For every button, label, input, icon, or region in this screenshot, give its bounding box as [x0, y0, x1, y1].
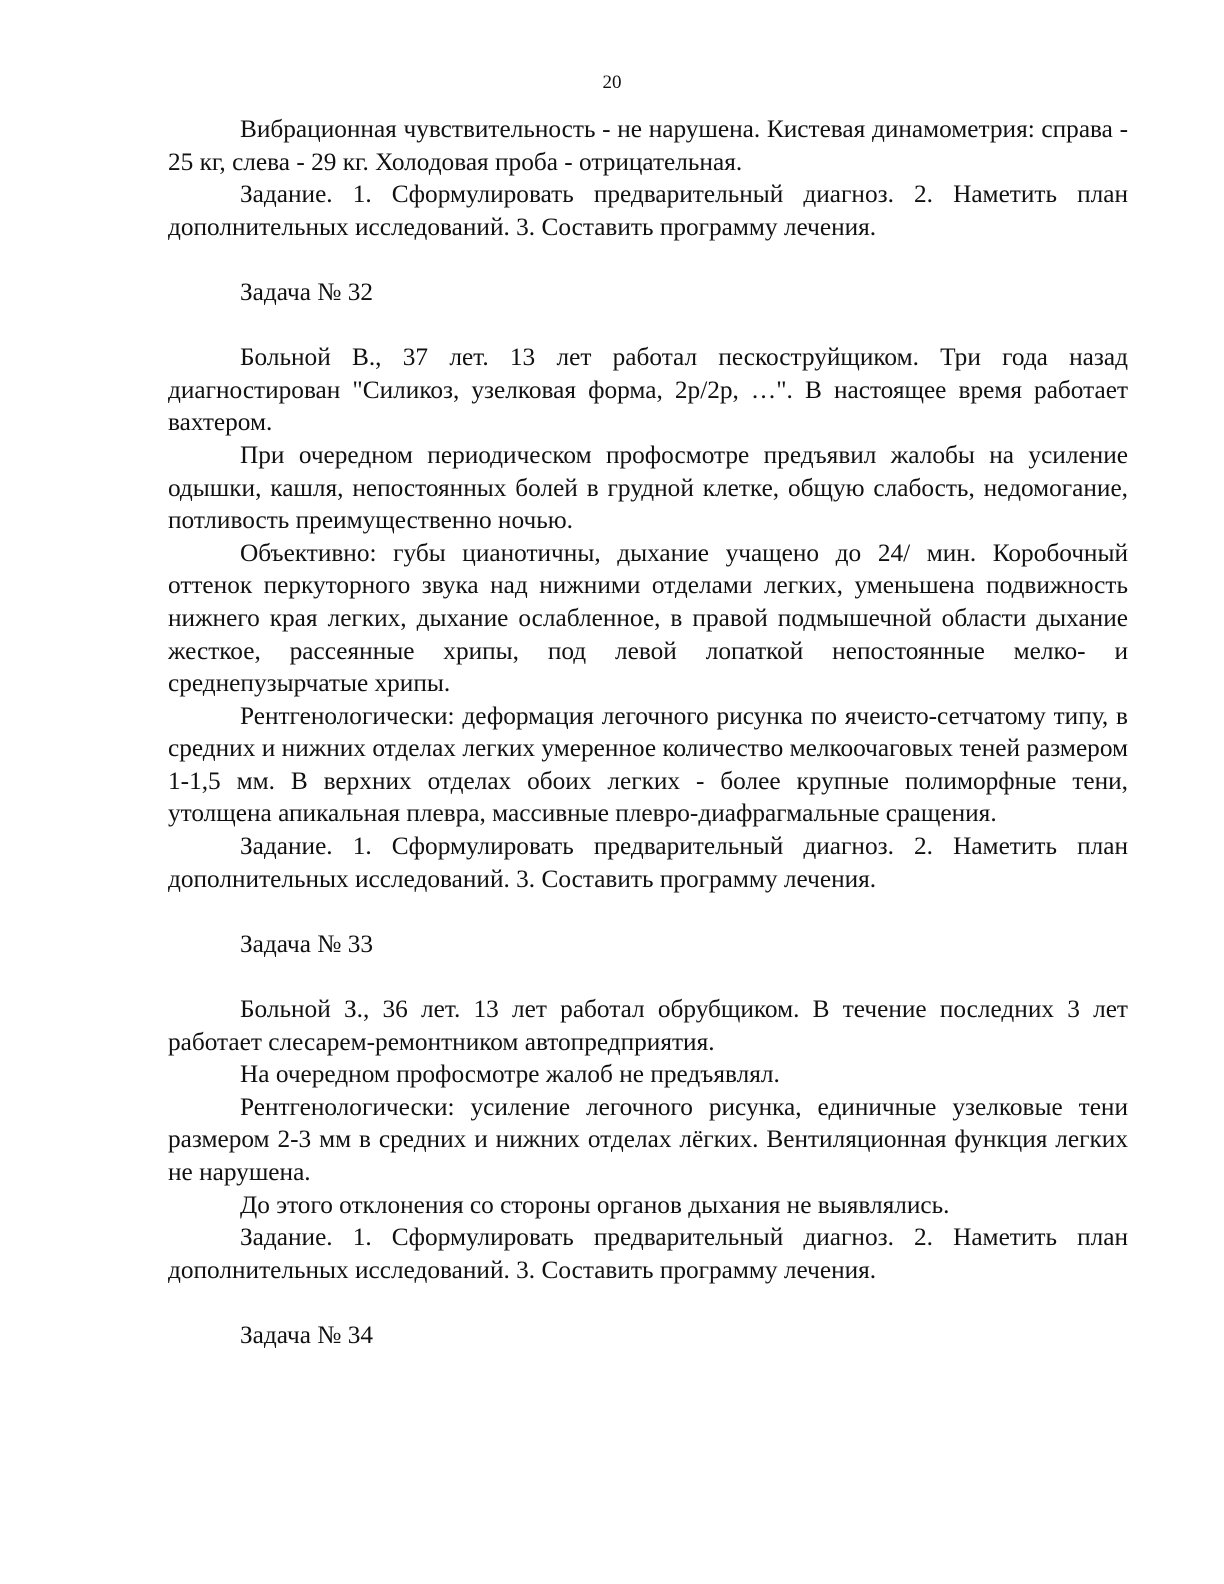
paragraph: Рентгенологически: деформация легочного рисунка по ячеисто-сетчатому типу, в средних и нижних отделах легких умеренное количество мелкоочаговых теней размером 1-1,5 мм. В верхних отделах обоих легких - более крупные полиморфные тени, утолщена апикальная плевра, массивные плевро-диафрагмальные сращения.	[168, 701, 1128, 828]
paragraph: Задание. 1. Сформулировать предварительный диагноз. 2. Наметить план дополнительных исследований. 3. Составить программу лечения.	[168, 180, 1128, 241]
task-heading: Задача № 33	[240, 929, 374, 958]
spacer	[168, 1286, 1128, 1319]
paragraph: Задание. 1. Сформулировать предварительный диагноз. 2. Наметить план дополнительных исследований. 3. Составить программу лечения.	[168, 832, 1128, 893]
spacer	[168, 243, 1128, 276]
paragraph: Больной В., 37 лет. 13 лет работал пескоструйщиком. Три года назад диагностирован "Силикоз, узелковая форма, 2р/2р, …". В настоящее время работает вахтером.	[168, 343, 1128, 437]
paragraph: Больной З., 36 лет. 13 лет работал обрубщиком. В течение последних 3 лет работает слесарем-ремонтником автопредприятия.	[168, 995, 1128, 1056]
paragraph: Рентгенологически: усиление легочного рисунка, единичные узелковые тени размером 2-3 мм в средних и нижних отделах лёгких. Вентиляционная функция легких не нарушена.	[168, 1092, 1128, 1186]
paragraph: Вибрационная чувствительность - не нарушена. Кистевая динамометрия: справа - 25 кг, слева - 29 кг. Холодовая проба - отрицательная.	[168, 115, 1128, 176]
paragraph: До этого отклонения со стороны органов дыхания не выявлялись.	[240, 1190, 950, 1219]
paragraph: Объективно: губы цианотичны, дыхание учащено до 24/ мин. Коробочный оттенок перкуторного звука над нижними отделами легких, уменьшена подвижность нижнего края легких, дыхание ослабленное, в правой подмышечной области дыхание жесткое, рассеянные хрипы, под левой лопаткой непостоянные мелко- и среднепузырчатые хрипы.	[168, 538, 1128, 698]
spacer	[168, 960, 1128, 993]
paragraph: При очередном периодическом профосмотре предъявил жалобы на усиление одышки, кашля, непостоянных болей в грудной клетке, общую слабость, недомогание, потливость преимущественно ночью.	[168, 440, 1128, 535]
task-heading: Задача № 32	[240, 277, 374, 306]
paragraph: На очередном профосмотре жалоб не предъявлял.	[240, 1060, 780, 1089]
spacer	[168, 309, 1128, 342]
spacer	[168, 895, 1128, 928]
paragraph: Задание. 1. Сформулировать предварительный диагноз. 2. Наметить план дополнительных исследований. 3. Составить программу лечения.	[168, 1223, 1128, 1284]
task-heading: Задача № 34	[240, 1320, 374, 1349]
document-body	[168, 113, 1128, 1352]
page-number: 20	[602, 72, 622, 93]
